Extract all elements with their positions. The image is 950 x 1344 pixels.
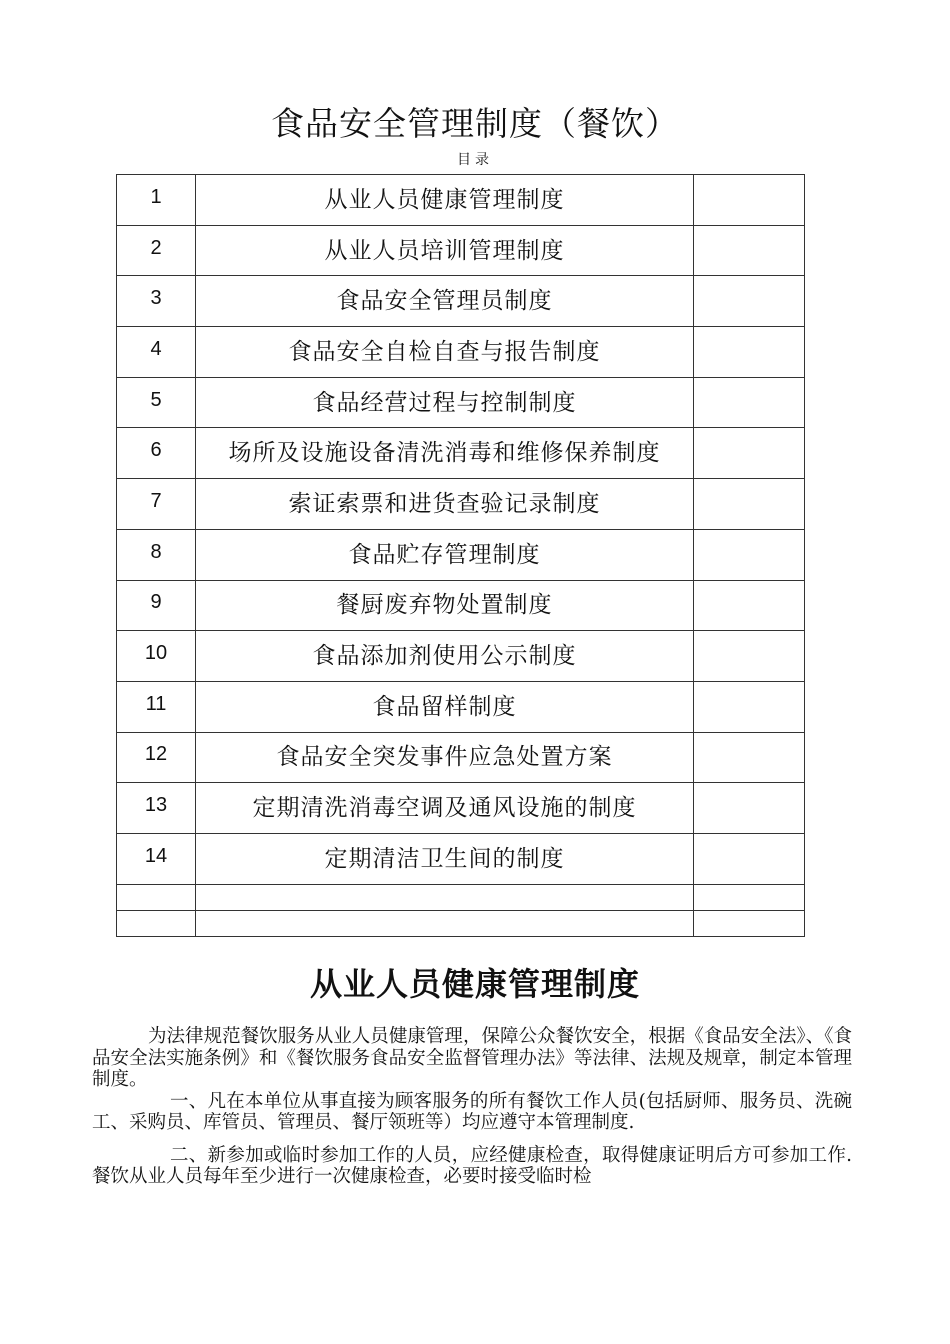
toc-number: 10 [144,642,168,665]
toc-number-cell [117,833,196,884]
toc-page-cell [694,479,805,530]
section-paragraph-1: 为法律规范餐饮服务从业人员健康管理，保障公众餐饮安全，根据《食品安全法》、《食品安全法实施条例》和《餐饮服务食品安全监督管理办法》等法律、法规及规章，制定本管理制度。 [92,1026,852,1090]
toc-row [117,175,805,226]
toc-entry-name: 食品贮存管理制度 [348,541,541,568]
toc-entry-name: 食品留样制度 [372,693,517,720]
toc-name-cell [196,479,694,530]
toc-empty-cell [196,910,694,936]
toc-page-cell [694,732,805,783]
toc-row [117,479,805,530]
toc-number-cell [117,783,196,834]
toc-entry-name: 索证索票和进货查验记录制度 [288,490,601,517]
toc-page-cell [694,833,805,884]
toc-row [117,681,805,732]
toc-empty-row [117,910,805,936]
toc-name-cell [196,276,694,327]
toc-number-cell [117,377,196,428]
toc-empty-cell [117,884,196,910]
toc-row [117,377,805,428]
toc-number-cell [117,276,196,327]
toc-number: 7 [150,489,162,512]
toc-empty-cell [694,884,805,910]
toc-number-cell [117,631,196,682]
toc-row [117,833,805,884]
toc-page-cell [694,377,805,428]
toc-row [117,732,805,783]
section-body [92,1026,852,1188]
toc-number-cell [117,225,196,276]
toc-row [117,327,805,378]
toc-empty-row [117,884,805,910]
toc-entry-name: 场所及设施设备清洗消毒和维修保养制度 [228,440,661,467]
toc-number-cell [117,479,196,530]
toc-row [117,783,805,834]
toc-name-cell [196,327,694,378]
toc-number: 4 [150,337,162,360]
toc-entry-name: 从业人员培训管理制度 [324,237,565,264]
toc-number: 3 [150,287,162,310]
toc-page-cell [694,681,805,732]
toc-row [117,276,805,327]
toc-page-cell [694,276,805,327]
toc-name-cell [196,732,694,783]
toc-label: 目录 [457,152,493,168]
toc-page-cell [694,327,805,378]
toc-number: 13 [144,794,168,817]
toc-name-cell [196,681,694,732]
toc-page-cell [694,225,805,276]
toc-number: 8 [150,540,162,563]
toc-entry-name: 食品安全突发事件应急处置方案 [276,744,613,771]
toc-number-cell [117,580,196,631]
toc-name-cell [196,175,694,226]
toc-number-cell [117,327,196,378]
toc-row [117,225,805,276]
toc-number: 2 [150,236,162,259]
toc-table-body [117,175,805,937]
toc-number-cell [117,175,196,226]
toc-name-cell [196,580,694,631]
toc-number-cell [117,428,196,479]
toc-entry-name: 食品添加剂使用公示制度 [312,643,577,670]
toc-name-cell [196,833,694,884]
toc-number: 9 [150,591,162,614]
toc-number-cell [117,529,196,580]
toc-number-cell [117,732,196,783]
toc-page-cell [694,175,805,226]
toc-row [117,580,805,631]
toc-empty-cell [694,910,805,936]
toc-name-cell [196,377,694,428]
toc-row [117,428,805,479]
toc-name-cell [196,428,694,479]
toc-entry-name: 从业人员健康管理制度 [324,186,565,213]
section-paragraph-2: 一、凡在本单位从事直接为顾客服务的所有餐饮工作人员(包括厨师、服务员、洗碗工、采购员、库管员、管理员、餐厅领班等）均应遵守本管理制度. [92,1090,852,1133]
toc-table [116,174,805,937]
toc-page-cell [694,428,805,479]
section-title: 从业人员健康管理制度 [309,965,640,1003]
toc-number: 1 [150,185,162,208]
toc-name-cell [196,225,694,276]
toc-name-cell [196,783,694,834]
toc-empty-cell [196,884,694,910]
toc-row [117,529,805,580]
toc-number: 5 [150,388,162,411]
toc-entry-name: 食品经营过程与控制制度 [312,389,577,416]
toc-number: 14 [144,844,168,867]
toc-name-cell [196,529,694,580]
toc-row [117,631,805,682]
toc-page-cell [694,580,805,631]
toc-number: 11 [145,692,167,715]
toc-number: 6 [150,439,162,462]
toc-number-cell [117,681,196,732]
toc-entry-name: 定期清洁卫生间的制度 [324,845,565,872]
section-paragraph-3: 二、新参加或临时参加工作的人员，应经健康检查，取得健康证明后方可参加工作.餐饮从业人员每年至少进行一次健康检查，必要时接受临时检 [92,1144,852,1187]
document-title: 食品安全管理制度（餐饮） [271,104,679,143]
toc-empty-cell [117,910,196,936]
toc-page-cell [694,631,805,682]
toc-name-cell [196,631,694,682]
toc-entry-name: 定期清洗消毒空调及通风设施的制度 [252,795,637,822]
toc-page-cell [694,783,805,834]
toc-entry-name: 食品安全自检自查与报告制度 [288,338,601,365]
toc-entry-name: 餐厨废弃物处置制度 [336,592,553,619]
toc-page-cell [694,529,805,580]
toc-entry-name: 食品安全管理员制度 [336,288,553,315]
toc-number: 12 [144,743,168,766]
